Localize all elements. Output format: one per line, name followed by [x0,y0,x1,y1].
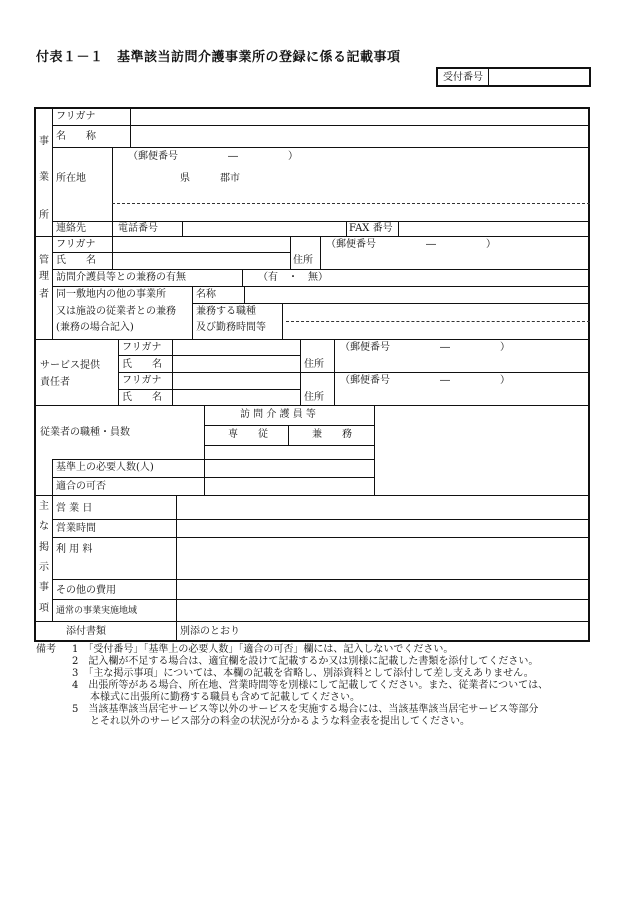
manager-other-note: (兼務の場合記入) [56,322,134,333]
attachments-value: 別添のとおり [180,626,240,637]
office-fax-label: FAX 番号 [349,223,393,234]
business-hours-field[interactable] [178,520,588,536]
service-postal-1: （郵便番号 ― ） [340,342,510,353]
attachments-label: 添付書類 [66,626,106,637]
service-name-field-1[interactable] [174,356,298,371]
service-responsible-label-2: 責任者 [40,377,70,388]
staff-group-header: 訪 問 介 護 員 等 [240,409,316,420]
business-days-field[interactable] [178,496,588,518]
receipt-number-field[interactable] [489,69,589,85]
manager-postal: （郵便番号 ― ） [326,239,496,250]
manager-facility-name-label: 名称 [196,289,216,300]
notice-side-2: な [39,521,49,532]
office-prefecture: 県 郡市 [180,173,240,184]
notice-side-1: 主 [39,501,49,512]
service-area-label: 通常の事業実施地域 [56,606,138,616]
staff-fulltime-field[interactable] [206,446,287,458]
note-1: 1 「受付番号」「基準上の必要人数」「適合の可否」欄には、記入しないでください。 [72,644,454,655]
note-5: 5 当該基準該当居宅サービス等以外のサービスを実施する場合には、当該基準該当居宅サービス等部分 [72,704,539,715]
staff-parttime-header: 兼 務 [312,429,352,440]
service-name-field-2[interactable] [174,390,298,404]
office-side-1: 事 [39,136,49,147]
note-4-continued: 本様式に出張所に勤務する職員も含めて記載してください。 [90,692,360,703]
notes-label: 備考 [36,644,56,655]
staff-fulltime-header: 専 従 [228,429,268,440]
staff-label: 従業者の職種・員数 [40,427,130,438]
service-furigana-field-2[interactable] [174,373,298,388]
staff-compliance-label: 適合の可否 [56,481,106,492]
manager-side-2: 理 [39,271,49,282]
manager-furigana-label: フリガナ [56,239,96,250]
notice-side-6: 項 [39,603,49,614]
office-name-label: 名 称 [56,131,96,142]
office-furigana-field[interactable] [132,109,588,125]
manager-duty-hours-label: 及び勤務時間等 [196,322,266,333]
page-title: 付表１－１ 基準該当訪問介護事業所の登録に係る記載事項 [36,50,401,65]
fees-field[interactable] [178,538,588,578]
service-address-label-2: 住所 [304,392,324,403]
other-costs-field[interactable] [178,580,588,598]
service-name-label-2: 氏 名 [122,392,162,403]
manager-facility-name-field[interactable] [246,287,588,302]
other-costs-label: その他の費用 [56,585,116,596]
service-address-label-1: 住所 [304,359,324,370]
receipt-number-label: 受付番号 [438,69,489,85]
manager-other-staff-label: 又は施設の従業者との兼務 [56,306,176,317]
service-furigana-field-1[interactable] [174,340,298,354]
service-furigana-label-1: フリガナ [122,342,162,353]
notice-side-3: 掲 [39,542,49,553]
service-furigana-label-2: フリガナ [122,375,162,386]
office-postal: （郵便番号 ― ） [128,151,298,162]
office-contact-label: 連絡先 [56,223,86,234]
manager-side-3: 者 [39,289,49,300]
office-address-label: 所在地 [56,173,86,184]
notice-side-4: 示 [39,562,49,573]
manager-side-1: 管 [39,255,49,266]
manager-name-label: 氏 名 [56,255,96,266]
manager-concurrent-options[interactable]: （有 ・ 無） [258,272,328,283]
service-area-field[interactable] [178,600,588,620]
manager-duty-label: 兼務する職種 [196,306,256,317]
note-4: 4 出張所等がある場合、所在地、営業時間等を別様にして記載してください。また、従業者については、 [72,680,549,691]
office-side-3: 所 [39,210,49,221]
business-hours-label: 営業時間 [56,523,96,534]
manager-other-office-label: 同一敷地内の他の事業所 [56,289,166,300]
office-name-field[interactable] [132,126,588,146]
staff-parttime-field[interactable] [290,446,373,458]
registration-form [34,107,590,642]
service-responsible-label-1: サービス提供 [40,360,100,371]
office-fax-field[interactable] [400,222,588,235]
note-3: 3 「主な掲示事項」については、本欄の記載を省略し、別添資料として添付して差し支えありません。 [72,668,534,679]
manager-furigana-field[interactable] [114,237,288,251]
fees-label: 利 用 料 [56,544,93,555]
service-name-label-1: 氏 名 [122,359,162,370]
notice-side-5: 事 [39,582,49,593]
staff-required-label: 基準上の必要人数(人) [56,462,154,473]
office-side-2: 業 [39,172,49,183]
manager-name-field[interactable] [114,253,288,268]
office-phone-label: 電話番号 [118,223,158,234]
office-furigana-label: フリガナ [56,111,96,122]
service-postal-2: （郵便番号 ― ） [340,375,510,386]
note-5-continued: とそれ以外のサービス部分の料金の状況が分かるような料金表を提出してください。 [90,716,470,727]
note-2: 2 記入欄が不足する場合は、適宜欄を設けて記載するか又は別様に記載した書類を添付してください。 [72,656,539,667]
manager-concurrent-question: 訪問介護員等との兼務の有無 [56,272,186,283]
receipt-number-box [436,67,591,87]
manager-address-label: 住所 [293,255,313,266]
office-phone-field[interactable] [184,222,344,235]
business-days-label: 営 業 日 [56,503,93,514]
